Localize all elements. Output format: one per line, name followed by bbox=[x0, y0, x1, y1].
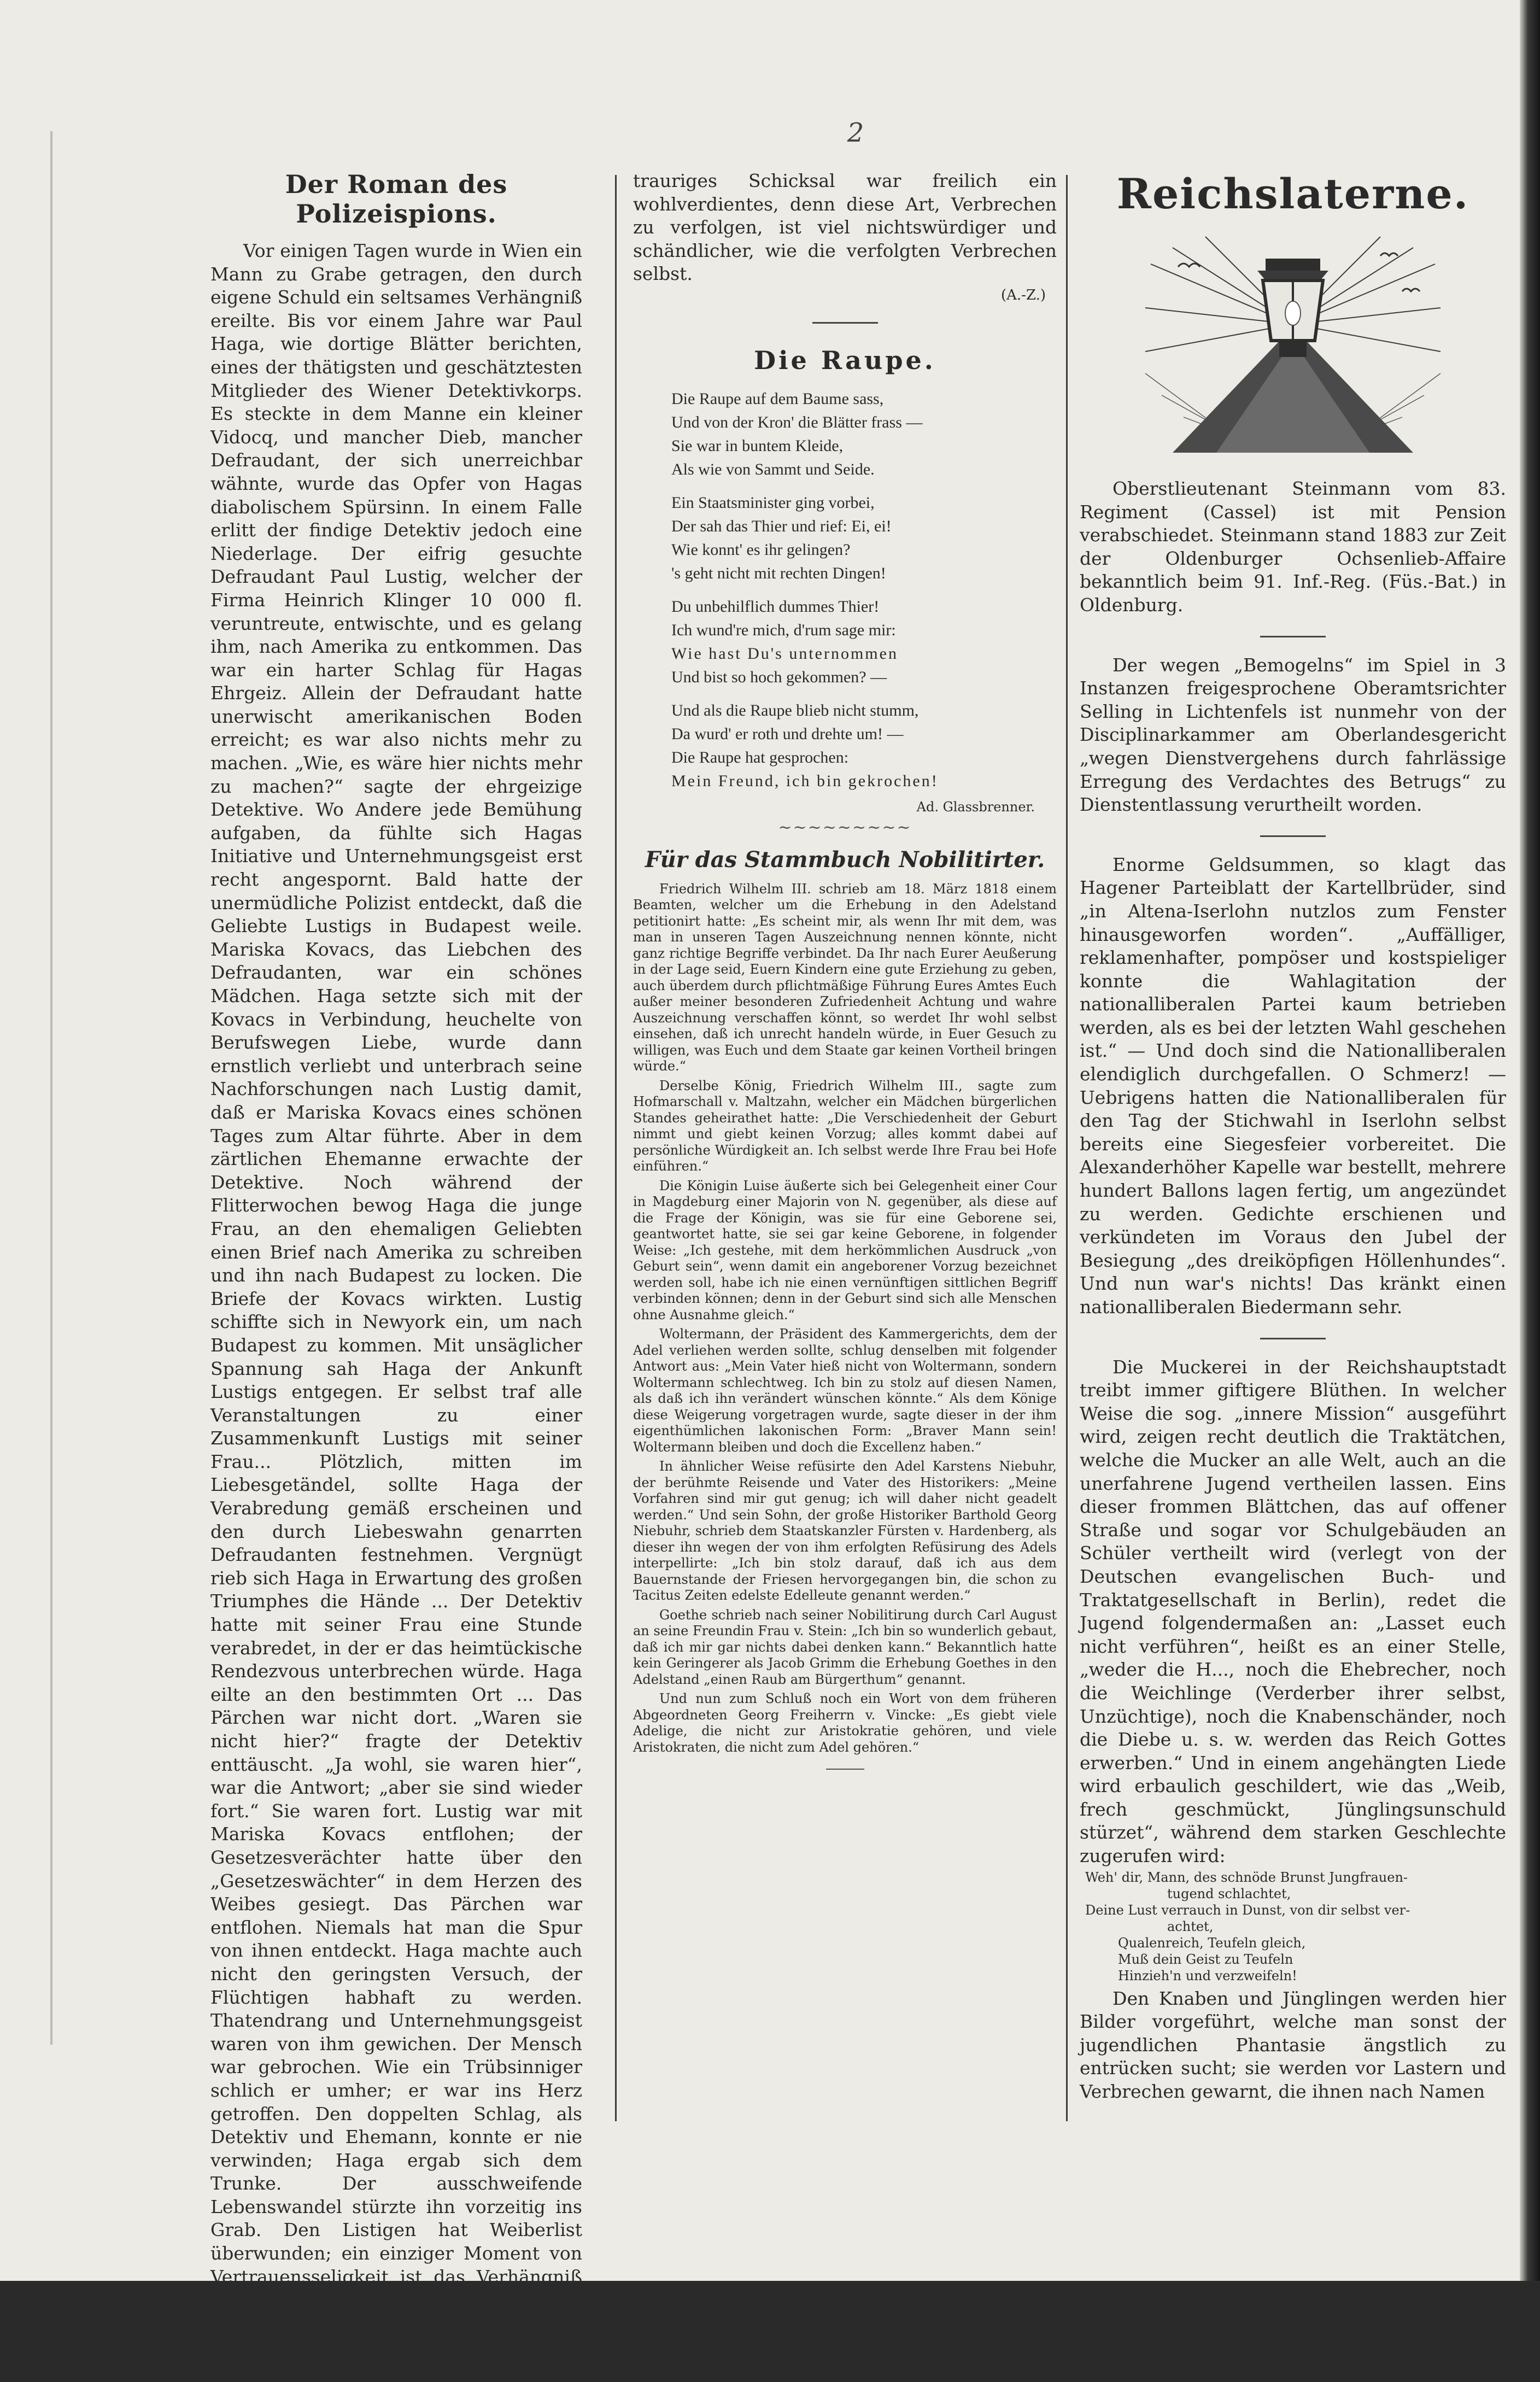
section-rule bbox=[826, 1769, 864, 1770]
poem-line: Da wurd' er roth und drehte um! — bbox=[671, 724, 904, 743]
quoted-verse bbox=[1085, 1869, 1506, 1984]
news-paragraph: Der wegen „Bemogelns“ im Spiel in 3 Instanzen freigesprochene Oberamtsrichter Selling in Lichtenfels ist nunmehr von der Disciplinarkammer am Oberlandesgericht „wegen Dienstvergehens durch fahrlässige Erregung des Verdachtes des Betrugs“ zu Dienstentlassung verurtheilt worden. bbox=[1080, 654, 1506, 816]
street-lantern-icon bbox=[1140, 231, 1446, 461]
page-fold-line bbox=[50, 131, 52, 2045]
page-number: 2 bbox=[847, 118, 864, 148]
column-1 bbox=[210, 169, 582, 2382]
poem-line: Wie hast Du's unternommen bbox=[671, 644, 898, 663]
poem-line: Ich wund're mich, d'rum sage mir: bbox=[671, 621, 896, 639]
section-title-reichslaterne: Reichslaterne. bbox=[1116, 169, 1469, 218]
stammbuch-paragraph: Goethe schrieb nach seiner Nobilitirung durch Carl August an seine Freundin Frau v. Stein: „Ich bin so wunderlich gebaut, daß ich mir gar nichts dabei denken kann.“ Bekanntlich hatte kein Geringerer als Jacob Grimm die Erhebung Goethes in den Adelstand „einen Raub am Bürgerthum“ genannt. bbox=[633, 1607, 1057, 1687]
article-continuation: trauriges Schicksal war freilich ein wohlverdientes, denn diese Art, Verbrechen zu verfolgen, ist viel nichtswürdiger und schändlicher, wie die verfolgten Verbrechen selbst. bbox=[633, 170, 1057, 285]
verse-line: Weh' dir, Mann, des schnöde Brunst Jungfrauen- bbox=[1085, 1869, 1408, 1885]
section-rule bbox=[1260, 835, 1326, 837]
stammbuch-paragraph: Und nun zum Schluß noch ein Wort von dem früheren Abgeordneten Georg Freiherrn v. Vincke: „Es giebt viele Adelige, die nicht zur Aristokratie gehören, und viele Aristokraten, die nicht zum Adel gehören.“ bbox=[633, 1691, 1057, 1755]
poem-line: 's geht nicht mit rechten Dingen! bbox=[671, 564, 886, 582]
verse-line: tugend schlachtet, bbox=[1167, 1886, 1291, 1901]
wavy-rule: ~~~~~~~~~ bbox=[778, 817, 912, 837]
poem-line: Und von der Kron' die Blätter frass — bbox=[671, 413, 923, 431]
poem-line: Als wie von Sammt und Seide. bbox=[671, 460, 875, 478]
poem-title: Die Raupe. bbox=[754, 345, 936, 375]
verse-line: Qualenreich, Teufeln gleich, bbox=[1118, 1935, 1306, 1951]
verse-line: achtet, bbox=[1167, 1918, 1214, 1934]
verse-line: Muß dein Geist zu Teufeln bbox=[1118, 1951, 1293, 1967]
poem-stanza bbox=[671, 699, 1057, 793]
poem-line: Sie war in buntem Kleide, bbox=[671, 436, 844, 455]
book-edge bbox=[1520, 0, 1540, 2281]
poem-line: Du unbehilflich dummes Thier! bbox=[671, 597, 880, 616]
column-divider-1 bbox=[615, 175, 617, 2121]
column-2 bbox=[633, 169, 1057, 1770]
news-paragraph: Enorme Geldsummen, so klagt das Hagener Parteiblatt der Kartellbrüder, sind „in Altena-Iserlohn nutzlos zum Fenster hinausgeworfen worden“. „Auffälliger, reklamenhafter, pompöser und kostspieliger konnte die Wahlagitation der nationalliberalen Partei kaum betrieben werden, als es bei der letzten Wahl geschehen ist.“ — Und doch sind die Nationalliberalen elendiglich durchgefallen. O Schmerz! — Uebrigens hatten die Nationalliberalen für den Tag der Stichwahl in Iserlohn selbst bereits eine Siegesfeier vorbereitet. Die Alexanderhöher Kapelle war bestellt, mehrere hundert Ballons lagen fertig, um angezündet zu werden. Gedichte erschienen und verkündeten im Voraus den Jubel der Besiegung „des dreiköpfigen Höllenhundes“. Und nun war's nichts! Das kränkt einen nationalliberalen Biedermann sehr. bbox=[1080, 853, 1506, 1318]
news-paragraph: Die Muckerei in der Reichshauptstadt treibt immer giftigere Blüthen. In welcher Weise die sog. „innere Mission“ ausgeführt wird, zeigen recht deutlich die Traktätchen, welche die Mucker an alle Welt, auch an die unerfahrene Jugend vertheilen lassen. Eins dieser frommen Blättchen, das auf offener Straße und sogar vor Schulgebäuden an Schüler vertheilt wird (verlegt von der Deutschen evangelischen Buch- und Traktatgesellschaft in Berlin), redet die Jugend folgendermaßen an: „Lasset euch nicht verführen“, heißt es an einer Stelle, „weder die H..., noch die Ehebrecher, noch die Weichlinge (Verderber ihrer selbst, Unzüchtige), noch die Knabenschänder, noch die Diebe u. s. w. werden das Reich Gottes erwerben.“ Und in einem angehängten Liede wird erbaulich geschildert, wie das „Weib, frech geschmückt, Jünglingsunschuld stürzet“, während dem starken Geschlechte zugerufen wird: bbox=[1080, 1356, 1506, 1867]
section-rule bbox=[812, 322, 878, 324]
stammbuch-paragraph: Die Königin Luise äußerte sich bei Gelegenheit einer Cour in Magdeburg einer Majorin von N. gegenüber, als diese auf die Frage der Königin, was sie für eine Geborene sei, geantwortet hatte, sie sei gar keine Geborene, in folgender Weise: „Ich gestehe, mit dem herkömmlichen Ausdruck „von Geburt sein“, wenn damit ein angeborener Vorzug bezeichnet werden soll, habe ich nie einen vernünftigen sittlichen Begriff verbinden können; denn in der Geburt sind sich alle Menschen ohne Ausnahme gleich.“ bbox=[633, 1178, 1057, 1322]
section-rule bbox=[1260, 636, 1326, 637]
stammbuch-paragraph: In ähnlicher Weise refüsirte den Adel Karstens Niebuhr, der berühmte Reisende und Vater des Historikers: „Meine Vorfahren sind mir gut genug; ich will daher nicht geadelt werden.“ Und sein Sohn, der große Historiker Barthold Georg Niebuhr, schrieb dem Staatskanzler Fürsten v. Hardenberg, als dieser ihn wegen der von ihm erfolgten Refüsirung des Adels interpellirte: „Ich bin stolz darauf, daß ich aus dem Bauernstande der Friesen hervorgegangen bin, die schon zu Tacitus Zeiten edelste Edelleute genannt werden.“ bbox=[633, 1459, 1057, 1603]
poem-line: Wie konnt' es ihr gelingen? bbox=[671, 540, 851, 559]
verse-line: Hinzieh'n und verzweifeln! bbox=[1118, 1968, 1297, 1983]
stammbuch-paragraph: Woltermann, der Präsident des Kammergerichts, dem der Adel verliehen werden sollte, schlug denselben mit folgender Antwort aus: „Mein Vater hieß nicht von Woltermann, sondern Woltermann schlechtweg. Ich bin zu stolz auf diesen Namen, als daß ich ihn verändert wünschen könnte.“ Als dem Könige diese Weigerung vorgetragen wurde, sagte dieser in der ihm eigenthümlichen lakonischen Form: „Braver Mann sein! Woltermann bleiben und doch die Excellenz haben.“ bbox=[633, 1326, 1057, 1455]
poem-raupe bbox=[633, 387, 1057, 793]
poem-line: Die Raupe hat gesprochen: bbox=[671, 748, 849, 766]
verse-line: Deine Lust verrauch in Dunst, von dir selbst ver- bbox=[1085, 1902, 1410, 1918]
column-3 bbox=[1080, 169, 1506, 2104]
poem-line: Ein Staatsminister ging vorbei, bbox=[671, 493, 875, 512]
stammbuch-paragraph: Derselbe König, Friedrich Wilhelm III., sagte zum Hofmarschall v. Maltzahn, welcher ein Mädchen bürgerlichen Standes geheirathet hatte: „Die Verschiedenheit der Geburt nimmt und giebt keinen Vorzug; alles kommt dabei auf persönliche Würdigkeit an. Ich selbst werde Ihre Frau bei Hofe einführen.“ bbox=[633, 1078, 1057, 1174]
stammbuch-paragraph: Friedrich Wilhelm III. schrieb am 18. März 1818 einem Beamten, welcher um die Erhebung in den Adelstand petitionirt hatte: „Es scheint mir, als wenn Ihr mit dem, was man in unseren Tagen Auszeichnung nennen könnte, nicht ganz richtige Begriffe verbindet. Da Ihr nach Eurer Aeußerung in der Lage seid, Euern Kindern eine gute Erziehung zu geben, auch überdem durch pflichtmäßige Führung Eures Amtes Euch außer meiner besonderen Zufriedenheit Achtung und wahre Auszeichnung verschaffen könnt, so werdet Ihr wohl selbst einsehen, daß ich unrecht handeln würde, in Euer Gesuch zu willigen, was Euch und dem Staate gar keinen Vortheil bringen würde.“ bbox=[633, 881, 1057, 1074]
article-title-stammbuch: Für das Stammbuch Nobilitirter. bbox=[645, 846, 1045, 873]
poem-line: Die Raupe auf dem Baume sass, bbox=[671, 389, 884, 408]
poem-stanza bbox=[671, 491, 1057, 585]
poem-line: Mein Freund, ich bin gekrochen! bbox=[671, 771, 939, 790]
section-rule bbox=[1260, 1338, 1326, 1339]
poem-stanza bbox=[671, 595, 1057, 689]
poem-line: Der sah das Thier und rief: Ei, ei! bbox=[671, 517, 892, 535]
poem-line: Und als die Raupe blieb nicht stumm, bbox=[671, 701, 919, 719]
column-divider-2 bbox=[1066, 175, 1068, 2121]
article-source: (A.-Z.) bbox=[1001, 286, 1046, 303]
poem-author: Ad. Glassbrenner. bbox=[916, 799, 1035, 815]
poem-stanza bbox=[671, 387, 1057, 481]
news-paragraph: Den Knaben und Jünglingen werden hier Bilder vorgeführt, welche man sonst der jugendlichen Phantasie ängstlich zu entrücken sucht; sie werden vor Lastern und Verbrechen gewarnt, die ihnen nach Namen bbox=[1080, 1987, 1506, 2103]
article-title-roman: Der Roman des Polizeispions. bbox=[285, 169, 508, 229]
news-paragraph: Oberstlieutenant Steinmann vom 83. Regiment (Cassel) ist mit Pension verabschiedet. Steinmann stand 1883 zur Zeit der Oldenburger Ochsenlieb-Affaire bekanntlich beim 91. Inf.-Reg. (Füs.-Bat.) in Oldenburg. bbox=[1080, 478, 1506, 616]
poem-line: Und bist so hoch gekommen? — bbox=[671, 668, 887, 686]
article-body-roman: Vor einigen Tagen wurde in Wien ein Mann zu Grabe getragen, den durch eigene Schuld ein seltsames Verhängniß ereilte. Bis vor einem Jahre war Paul Haga, wie dortige Blätter berichten, eines der thätigsten und geschätztesten Mitglieder des Wiener Detektivkorps. Es steckte in dem Manne ein kleiner Vidocq, und mancher Dieb, mancher Defraudant, der sich unerreichbar wähnte, wurde das Opfer von Hagas diabolischem Spürsinn. In einem Falle erlitt der findige Detektiv jedoch eine Niederlage. Der eifrig gesuchte Defraudant Paul Lustig, welcher der Firma Heinrich Klinger 10 000 fl. veruntreute, entwischte, und es gelang ihm, nach Amerika zu entkommen. Das war ein harter Schlag für Hagas Ehrgeiz. Allein der Defraudant hatte unerwischt amerikanischen Boden erreicht; es war also nichts mehr zu machen. „Wie, es wäre hier nichts mehr zu machen?“ sagte der ehrgeizige Detektive. Wo Andere jede Bemühung aufgaben, da fühlte sich Hagas Initiative und Unternehmungsgeist erst recht angespornt. Bald hatte der unermüdliche Polizist entdeckt, daß die Geliebte Lustigs in Budapest weile. Mariska Kovacs, das Liebchen des Defraudanten, war ein schönes Mädchen. Haga setzte sich mit der Kovacs in Verbindung, heuchelte von Berufswegen Liebe, wurde dann ernstlich verliebt und unterbrach seine Nachforschungen nach Lustig damit, daß er Mariska Kovacs eines schönen Tages zum Altar führte. Aber in dem zärtlichen Ehemanne erwachte der Detektive. Noch während der Flitterwochen bewog Haga die junge Frau, an den ehemaligen Geliebten einen Brief nach Amerika zu schreiben und ihn nach Budapest zu locken. Die Briefe der Kovacs wirkten. Lustig schiffte sich in Newyork ein, um nach Budapest zu kommen. Mit unsäglicher Spannung sah Haga der Ankunft Lustigs entgegen. Er selbst traf alle Veranstaltungen zu einer Zusammenkunft Lustigs mit seiner Frau... Plötzlich, mitten im Liebesgetändel, sollte Haga der Verabredung gemäß erscheinen und den durch Liebeswahn genarrten Defraudanten festnehmen. Vergnügt rieb sich Haga in Erwartung des großen Triumphes die Hände ... Der Detektiv hatte mit seiner Frau eine Stunde verabredet, in der er das heimtückische Rendezvous unterbrechen würde. Haga eilte an den bestimmten Ort ... Das Pärchen war nicht dort. „Waren sie nicht hier?“ fragte der Detektiv enttäuscht. „Ja wohl, sie waren hier“, war die Antwort; „aber sie sind wieder fort.“ Sie waren fort. Lustig war mit Mariska Kovacs entflohen; der Gesetzesverächter hatte über den „Gesetzeswächter“ in dem Herzen des Weibes gesiegt. Das Pärchen war entflohen. Niemals hat man die Spur von ihnen entdeckt. Haga machte auch nicht den geringsten Versuch, der Flüchtigen habhaft zu werden. Thatendrang und Unternehmungsgeist waren von ihm gewichen. Der Mensch war gebrochen. Wie ein Trübsinniger schlich er umher; er war ins Herz getroffen. Den doppelten Schlag, als Detektiv und Ehemann, konnte er nie verwinden; Haga ergab sich dem Trunke. Der ausschweifende Lebenswandel stürzte ihn vorzeitig ins Grab. Den Listigen hat Weiberlist überwunden; ein einziger Moment von Vertrauensseligkeit ist das Verhängniß des Detektivs geworden, der unter großen Theilnahmsbezeugungen seiner Kollegen zu Grabe getragen wurde. Sein bbox=[210, 240, 582, 2381]
